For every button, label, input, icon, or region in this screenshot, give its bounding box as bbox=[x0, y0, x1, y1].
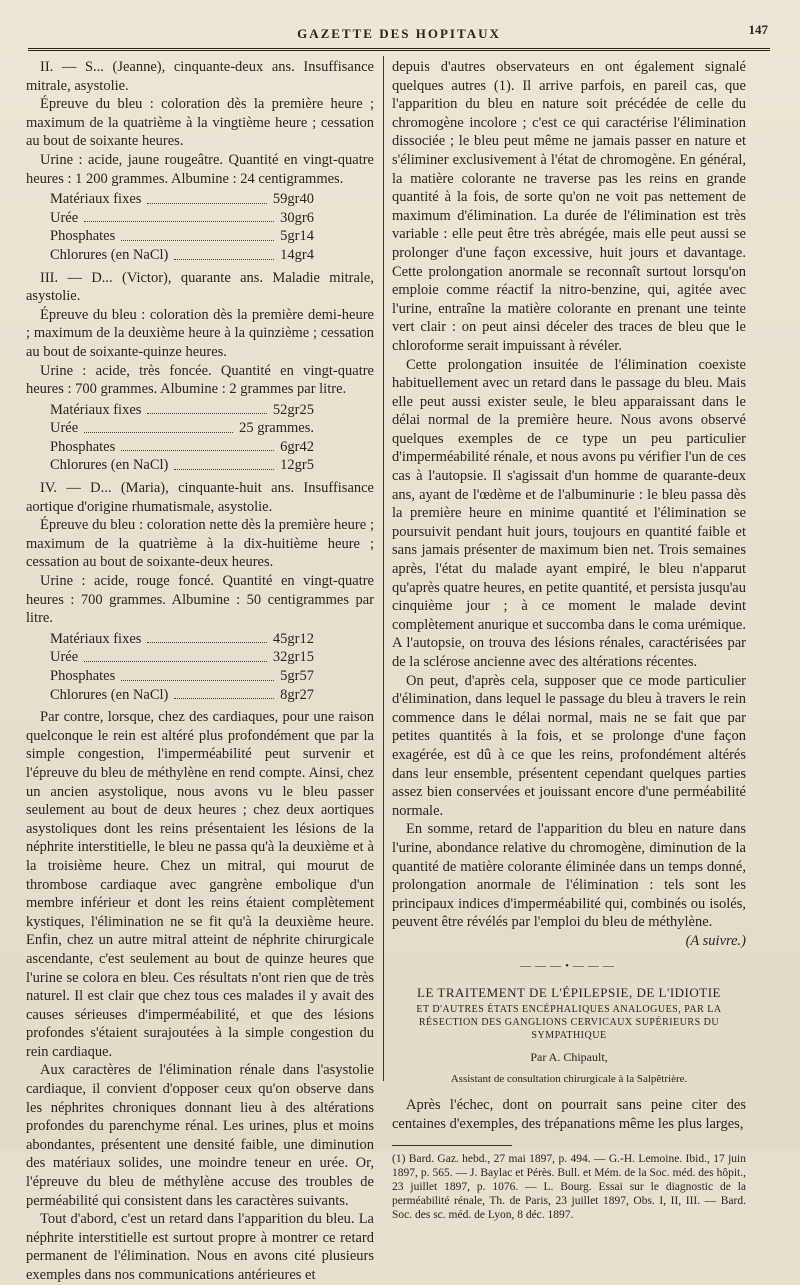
measurement-row: Chlorures (en NaCl) 12gr5 bbox=[50, 457, 314, 474]
page-number: 147 bbox=[748, 22, 768, 37]
case-3-blue-test: Épreuve du bleu : coloration dès la première demi-heure ; maximum de la deuxième heure à la quinzième ; cessation au bout de soixante-quinze heures. bbox=[26, 306, 374, 360]
measurement-row: Chlorures (en NaCl) 14gr4 bbox=[50, 246, 314, 263]
section-separator: ———•——— bbox=[520, 959, 618, 972]
right-column bbox=[392, 58, 746, 1222]
measurement-row: Matériaux fixes 59gr40 bbox=[50, 191, 314, 208]
measurement-row: Urée 32gr15 bbox=[50, 649, 314, 666]
case-2-measurements bbox=[26, 190, 374, 264]
author-affiliation: Assistant de consultation chirurgicale à la Salpêtrière. bbox=[450, 1072, 688, 1085]
measurement-row: Urée 30gr6 bbox=[50, 209, 314, 226]
footnote: (1) Bard. Gaz. hebd., 27 mai 1897, p. 494. — G.-H. Lemoine. Ibid., 17 juin 1897, p. 565. — J. Baylac et Pérès. Bull. et Mém. de la Soc. méd. des hôpit., 23 juillet 1897, p. 1076. — L. Bourg. Essai sur le diagnostic de la perméabilité rénale, Th. de Paris, 23 juillet 1897, Obs. I, II, III. — Bard. Soc. des sc. méd. de Lyon, 8 déc. 1897. bbox=[392, 1153, 746, 1222]
column-divider bbox=[383, 56, 384, 1081]
case-4-urine: Urine : acide, rouge foncé. Quantité en vingt-quatre heures : 700 grammes. Albumine : 50 centigrammes par litre. bbox=[26, 573, 374, 627]
measurement-row: Phosphates 5gr14 bbox=[50, 228, 314, 245]
measurement-row: Matériaux fixes 45gr12 bbox=[50, 630, 314, 647]
article-subtitle: ET D'AUTRES ÉTATS ENCÉPHALIQUES ANALOGUES, PAR LA RÉSECTION DES GANGLIONS CERVICAUX SUPÉRIEURS DU SYMPATHIQUE bbox=[416, 1004, 722, 1042]
body-paragraph: On peut, d'après cela, supposer que ce mode particulier d'élimination, dans lequel le passage du bleu à travers le rein commence dans le délai normal, mais ne se fait que par petites quantités à la fois, et se prolonge d'une façon exagérée, est dû à ce que les reins, profondément altérés dans leur ensemble, présentent cependant quelques parties assez bien conservées et jouissant encore d'une perméabilité normale. bbox=[392, 672, 746, 819]
page-header bbox=[28, 20, 770, 50]
body-paragraph: Par contre, lorsque, chez des cardiaques, pour une raison quelconque le rein est altéré plus profondément que par la simple congestion, l'imperméabilité peut survenir et l'épreuve du bleu de méthylène en rend compte. Ainsi, chez un ancien asystolique, nous avons vu le bleu passer seulement au bout de deux heures ; chez deux aortiques asystoliques dont les reins présentaient les lésions de la néphrite interstitielle, le bleu ne passa qu'à la deuxième et à la troisième heure. Chez un mitral, qui mourut de thrombose cardiaque avec gangrène embolique d'un membre inférieur et dont les reins étaient complètement kystiques, l'élimination ne se fit qu'à la deuxième heure. Enfin, chez un autre mitral atteint de néphrite chirurgicale ascendante, c'est seulement au bout de quinze heures que l'urine se colora en bleu. Ces résultats n'ont rien que de très naturel. Il est clair que chez tous ces malades il y avait des causes sérieuses d'imperméabilité, et que des lésions profondes s'étaient surajoutées à la simple congestion du rein cardiaque. bbox=[26, 709, 374, 1060]
article-title: LE TRAITEMENT DE L'ÉPILEPSIE, DE L'IDIOTIE bbox=[417, 985, 721, 1001]
case-3-urine: Urine : acide, très foncée. Quantité en vingt-quatre heures : 700 grammes. Albumine : 2 grammes par litre. bbox=[26, 362, 374, 398]
body-paragraph: En somme, retard de l'apparition du bleu en nature dans l'urine, abondance relative du chromogène, diminution de la quantité de matière colorante éliminée dans un temps donné, prolongation anormale de l'élimination : tels sont les principaux indices d'imperméabilité qui, combinés ou isolés, peuvent être révélés par l'emploi du bleu de méthylène. bbox=[392, 821, 746, 931]
body-paragraph: Aux caractères de l'élimination rénale dans l'asystolie cardiaque, il convient d'opposer ceux qu'on observe dans les néphrites chroniques donnant lieu à des altérations profondes du parenchyme rénal. Les urines, plus et moins abondantes, présentent une densité faible, une diminution des matériaux solides, une moindre teneur en urée. Or, l'épreuve du bleu de méthylène accuse des troubles de perméabilité qui consistent dans les caractères suivants. bbox=[26, 1062, 374, 1209]
case-4-measurements bbox=[26, 630, 374, 704]
case-4-title: IV. — D... (Maria), cinquante-huit ans. Insuffisance aortique d'origine rhumatismale, asystolie. bbox=[26, 480, 374, 515]
measurement-row: Chlorures (en NaCl) 8gr27 bbox=[50, 686, 314, 703]
measurement-row: Phosphates 5gr57 bbox=[50, 668, 314, 684]
case-4-blue-test: Épreuve du bleu : coloration nette dès la première heure ; maximum de la quatrième à la dix-huitième heure ; cessation au bout de soixante-deux heures. bbox=[26, 517, 374, 571]
footnote-rule bbox=[392, 1145, 512, 1146]
body-paragraph: Après l'échec, dont on pourrait sans peine citer des centaines d'exemples, des trépanations même les plus larges, bbox=[392, 1097, 746, 1132]
body-paragraph: Cette prolongation insuitée de l'élimination coexiste habituellement avec un retard dans le passage du bleu. Mais elle peut aussi exister seule, le bleu apparaissant dans le délai normal de la première heure. Nous avons observé quelques exemples de ce type un peu particulier d'imperméabilité rénale, et nous avons pu vérifier l'un de ces cas à l'autopsie. Il s'agissait d'un homme de quarante-deux ans, ayant de l'œdème et de l'albuminurie : le bleu passa dès la première heure en minime quantité et l'élimination se poursuivit pendant huit jours, toujours en quantité faible et sans jamais présenter de maximum bien net. Trois semaines après, l'état du malade ayant empiré, le bleu n'apparut qu'après quatre heures, en petite quantité, et persista jusqu'au cinquième jour ; à ce moment le malade devint complètement anurique et succomba dans le coma urémique. A l'autopsie, on trouva des lésions rénales, caractérisées par de la sclérose ancienne avec des altérations récentes. bbox=[392, 356, 746, 670]
article-author: Par A. Chipault, bbox=[530, 1050, 608, 1065]
measurement-row: Urée 25 grammes. bbox=[50, 420, 314, 437]
case-3-measurements bbox=[26, 401, 374, 475]
case-2-title: II. — S... (Jeanne), cinquante-deux ans. Insuffisance mitrale, asystolie. bbox=[26, 59, 374, 94]
case-2-blue-test: Épreuve du bleu : coloration dès la première heure ; maximum de la quatrième à la vingtième heure ; cessation au bout de soixante heures. bbox=[26, 96, 374, 150]
continuation-note: (A suivre.) bbox=[685, 932, 746, 949]
left-column bbox=[26, 58, 374, 1285]
measurement-row: Matériaux fixes 52gr25 bbox=[50, 401, 314, 418]
case-2-urine: Urine : acide, jaune rougeâtre. Quantité en vingt-quatre heures : 1 200 grammes. Albumine : 24 centigrammes. bbox=[26, 151, 374, 187]
body-paragraph: depuis d'autres observateurs en ont également signalé quelques autres (1). Il arrive parfois, en pareil cas, que l'apparition du bleu en nature soit précédée de celle du chromogène incolore ; c'est ce qui caractérise l'élimination dissociée ; le bleu peut même ne jamais passer en nature et s'éliminer exclusivement à l'état de chromogène. En général, la matière colorante ne traverse pas les reins en grande quantité à la fois, de sorte qu'on ne voit pas nettement de maximum d'élimination. La durée de l'élimination est très variable : elle peut être très abrégée, mais elle peut aussi se prolonger d'une façon excessive, huit jours et davantage. Cette prolongation anormale se reconnaît surtout lorsqu'on emploie comme réactif la nitro-benzine, qui, agitée avec l'urine, entraîne la matière colorante en prenant une teinte vert clair : on peut ainsi déceler des traces de bleu que le chloroforme serait impuissant à révéler. bbox=[392, 59, 746, 354]
case-3-title: III. — D... (Victor), quarante ans. Maladie mitrale, asystolie. bbox=[26, 269, 374, 305]
body-paragraph: Tout d'abord, c'est un retard dans l'apparition du bleu. La néphrite interstitielle est surtout propre à montrer ce retard permanent de l'élimination. Nous en avons cité plusieurs exemples dans nos communications antérieures et bbox=[26, 1211, 374, 1283]
journal-title: GAZETTE DES HOPITAUX bbox=[297, 26, 501, 41]
measurement-row: Phosphates 6gr42 bbox=[50, 438, 314, 455]
header-rule bbox=[28, 48, 770, 51]
